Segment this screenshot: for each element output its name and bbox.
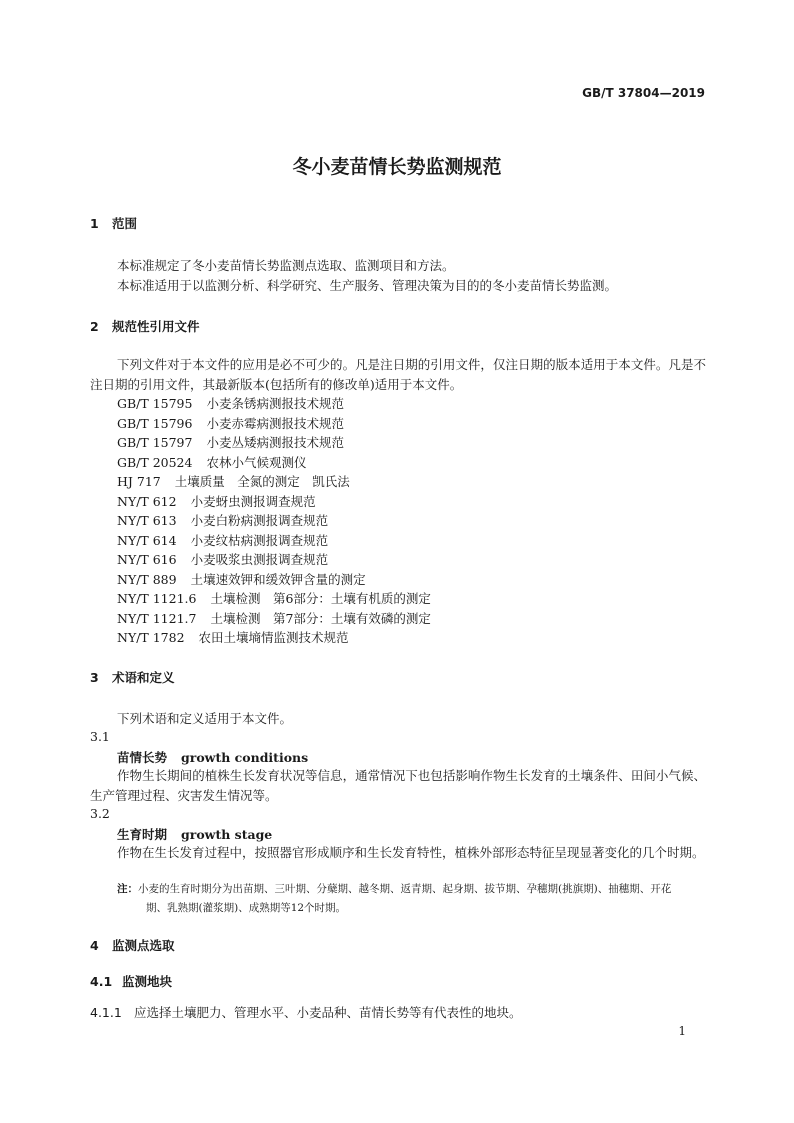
section-number: 1 (90, 216, 99, 231)
section-title: 监测地块 (122, 974, 173, 989)
document-code: GB/T 37804—2019 (582, 86, 705, 100)
reference-item (117, 414, 344, 432)
section-4-heading (90, 936, 175, 954)
section-title: 范围 (112, 216, 138, 231)
reference-item (117, 628, 349, 646)
section-3-heading (90, 668, 175, 686)
term-heading (117, 825, 272, 843)
reference-code: NY/T 889 (117, 571, 177, 587)
reference-item (117, 394, 344, 412)
reference-title: 小麦纹枯病测报调查规范 (190, 532, 329, 548)
clause-4-1-1 (90, 1003, 522, 1021)
note-text-continued: 期、乳熟期(灌浆期)、成熟期等12个时期。 (146, 902, 347, 914)
reference-title: 土壤检测 第7部分：土壤有效磷的测定 (210, 610, 431, 626)
clause-number: 4.1.1 (90, 1005, 122, 1020)
section-title: 规范性引用文件 (112, 319, 200, 334)
reference-code: NY/T 1121.7 (117, 610, 197, 626)
reference-item (117, 433, 344, 451)
term-number: 3.1 (90, 729, 110, 744)
term-definition: 作物在生长发育过程中，按照器官形成顺序和生长发育特性，植株外部形态特征呈现显著变化的几个时期。 (117, 845, 705, 860)
note-text: 小麦的生育时期分为出苗期、三叶期、分蘖期、越冬期、返青期、起身期、拔节期、孕穗期(挑旗期)、抽穗期、开花 (138, 883, 672, 895)
section-number: 4 (90, 938, 99, 953)
reference-code: NY/T 614 (117, 532, 177, 548)
subsection-4-1-heading (90, 972, 172, 990)
reference-item (117, 609, 431, 627)
reference-code: NY/T 613 (117, 513, 177, 528)
reference-item (117, 589, 431, 607)
section-title: 监测点选取 (112, 938, 175, 953)
term-english: growth stage (181, 827, 273, 842)
reference-item (117, 531, 328, 549)
term-number: 3.2 (90, 806, 110, 821)
reference-item (117, 453, 306, 471)
term-chinese: 苗情长势 (117, 750, 168, 765)
reference-title: 土壤质量 全氮的测定 凯氏法 (174, 474, 350, 489)
reference-item (117, 511, 328, 529)
reference-item (117, 492, 316, 510)
section-number: 3 (90, 670, 99, 685)
note-label: 注： (117, 883, 138, 895)
reference-title: 小麦吸浆虫测报调查规范 (190, 552, 329, 567)
term-definition: 作物生长期间的植株生长发育状况等信息，通常情况下也包括影响作物生长发育的土壤条件、田间小气候、生产管理过程、灾害发生情况等。 (90, 768, 706, 803)
reference-title: 小麦丛矮病测报技术规范 (206, 435, 344, 450)
paragraph: 本标准规定了冬小麦苗情长势监测点选取、监测项目和方法。 (117, 258, 455, 273)
reference-title: 小麦条锈病测报技术规范 (206, 396, 344, 411)
paragraph: 本标准适用于以监测分析、科学研究、生产服务、管理决策为目的的冬小麦苗情长势监测。 (117, 278, 618, 293)
reference-item (117, 570, 366, 588)
reference-title: 小麦赤霉病测报技术规范 (206, 415, 344, 431)
reference-title: 小麦蚜虫测报调查规范 (190, 493, 316, 509)
paragraph: 下列文件对于本文件的应用是必不可少的。凡是注日期的引用文件，仅注日期的版本适用于本文件。凡是不注日期的引用文件，其最新版本(包括所有的修改单)适用于本文件。 (90, 357, 706, 392)
reference-code: NY/T 616 (117, 552, 177, 567)
document-title: 冬小麦苗情长势监测规范 (292, 156, 502, 178)
term-chinese: 生育时期 (117, 827, 168, 842)
section-number: 4.1 (90, 974, 113, 989)
reference-item (117, 550, 328, 568)
section-title: 术语和定义 (112, 670, 175, 685)
reference-item (117, 472, 350, 490)
reference-code: HJ 717 (117, 474, 161, 489)
reference-code: NY/T 1121.6 (117, 591, 197, 606)
note (117, 880, 706, 918)
term-heading (117, 748, 308, 766)
section-number: 2 (90, 319, 99, 334)
reference-code: NY/T 612 (117, 493, 177, 509)
section-2-heading (90, 317, 200, 335)
reference-code: GB/T 15796 (117, 415, 193, 431)
reference-code: GB/T 15795 (117, 396, 193, 411)
paragraph: 下列术语和定义适用于本文件。 (117, 711, 293, 726)
clause-text: 应选择土壤肥力、管理水平、小麦品种、苗情长势等有代表性的地块。 (134, 1005, 522, 1020)
page-number: 1 (678, 1024, 686, 1038)
reference-code: GB/T 15797 (117, 435, 193, 450)
reference-title: 农林小气候观测仪 (206, 454, 307, 470)
reference-title: 农田土壤墒情监测技术规范 (198, 630, 349, 645)
term-english: growth conditions (181, 750, 309, 765)
section-1-heading (90, 214, 137, 232)
reference-title: 土壤检测 第6部分：土壤有机质的测定 (210, 591, 431, 606)
reference-code: GB/T 20524 (117, 454, 193, 470)
reference-code: NY/T 1782 (117, 630, 185, 645)
reference-title: 土壤速效钾和缓效钾含量的测定 (190, 571, 366, 587)
reference-title: 小麦白粉病测报调查规范 (190, 513, 329, 528)
